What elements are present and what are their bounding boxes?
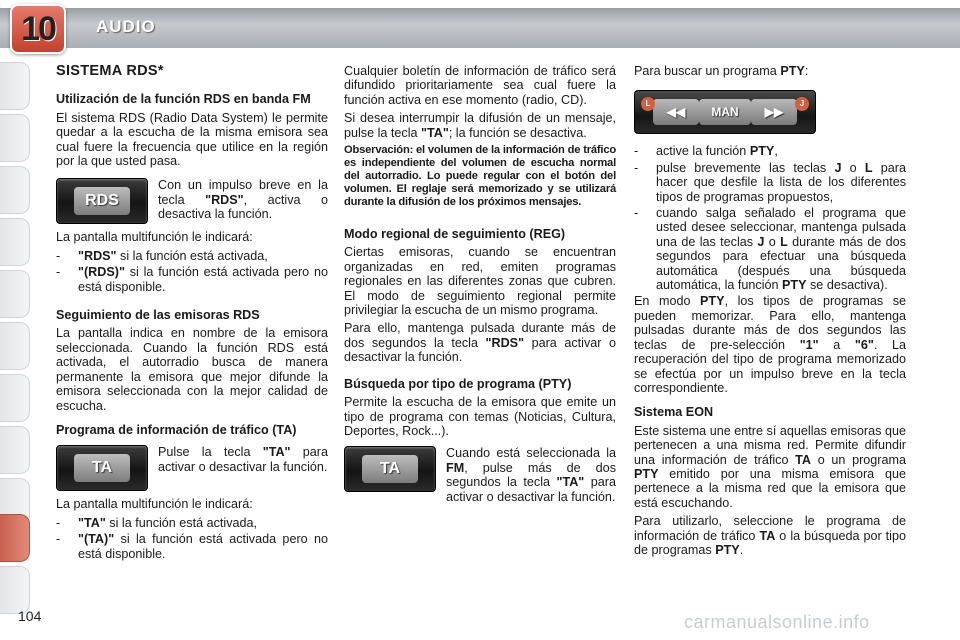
pty-mode-text: En modo PTY, los tipos de programas se pueden memorizar. Para ello, mantenga pulsadas durante más de dos segundos las teclas de pre-selección "1" a "6". La recuperación del tipo de programa memorizado se efectúa por un impulso breve en la tecla correspondiente. — [634, 294, 907, 395]
list-item: - "TA" si la función está activada, — [56, 515, 258, 530]
list-item: - "RDS" si la función está activada, — [56, 248, 268, 263]
chapter-badge — [10, 4, 66, 54]
display-intro-2: La pantalla multifunción le indicará: — [56, 497, 253, 512]
section-title: SISTEMA RDS* — [56, 63, 164, 79]
ta-button-face: TA — [362, 455, 418, 483]
ta-button-image — [56, 445, 148, 491]
list-item: - active la función PTY, — [634, 144, 778, 159]
side-tab[interactable] — [0, 166, 30, 214]
ta-heading: Programa de información de tráfico (TA) — [56, 422, 297, 437]
page-header — [0, 0, 960, 58]
watermark: carmanualsonline.info — [684, 612, 870, 632]
radio-control-panel — [634, 90, 816, 134]
column-3 — [634, 64, 906, 561]
side-tab[interactable] — [0, 322, 30, 370]
column-2 — [344, 64, 616, 510]
chapter-title: AUDIO — [96, 17, 156, 36]
ta-button-text: Pulse la tecla "TA" para activar o desactivar la función. — [158, 445, 328, 474]
reg-text-2: Para ello, mantenga pulsada durante más de dos segundos la tecla "RDS" para activar o desactivar la función. — [344, 321, 616, 365]
side-tab[interactable] — [0, 270, 30, 318]
list-item: - "(TA)" si la función está activada pero no está disponible. — [56, 532, 328, 561]
display-intro-1: La pantalla multifunción le indicará: — [56, 230, 253, 245]
rds-button-text: Con un impulso breve en la tecla "RDS", activa o desactiva la función. — [158, 178, 328, 222]
column-1 — [56, 64, 328, 563]
ta-figure — [56, 445, 328, 491]
side-tab[interactable] — [0, 566, 30, 614]
rds-figure — [56, 178, 328, 224]
list-item: - "(RDS)" si la función está activada pero no está disponible. — [56, 265, 328, 294]
fm-figure — [344, 446, 616, 504]
reg-text: Ciertas emisoras, cuando se encuentran organizadas en red, emiten programas regionales en las diferentes zonas que cubren. El modo de seguimiento regional permite privilegiar la escucha de un mismo programa. — [344, 245, 616, 318]
search-text: Para buscar un programa PTY: — [634, 64, 809, 78]
pty-heading: Búsqueda por tipo de programa (PTY) — [344, 376, 572, 391]
eon-text-2: Para utilizarlo, seleccione le programa de información de tráfico TA o la búsqueda por tipo de programas PTY. — [634, 514, 906, 557]
seek-forward-button[interactable]: ▶▶ — [751, 99, 797, 125]
follow-heading: Seguimiento de las emisoras RDS — [56, 308, 260, 323]
side-tabs — [0, 62, 34, 622]
follow-text: La pantalla indica en nombre de la emisora seleccionada. Cuando la función RDS está activada, el autorradio busca de manera permanente la emisora que mejor difunde la emisora seleccionada con la mejor calidad de escucha. — [56, 326, 328, 413]
rds-use-text: El sistema RDS (Radio Data System) le permite quedar a la escucha de la misma emisora sea cual fuere la frecuencia que utilice en la región por la que usted pasa. — [56, 110, 328, 169]
list-item: - pulse brevemente las teclas J o L para hacer que desfile la lista de los diferentes tipos de programas propuestos, — [634, 160, 906, 204]
side-tab[interactable] — [0, 62, 30, 110]
chapter-number: 10 — [21, 9, 55, 48]
ta-button-image — [344, 446, 436, 492]
rds-button-face: RDS — [74, 187, 130, 215]
badge-j: J — [795, 97, 809, 111]
bulletin-text: Cualquier boletín de información de tráfico será difundido prioritariamente sea cual fuere la función activa en ese momento (radio, CD). — [344, 64, 616, 107]
side-tab[interactable] — [0, 426, 30, 474]
interrupt-text: Si desea interrumpir la difusión de un mensaje, pulse la tecla "TA"; la función se desactiva. — [344, 111, 616, 140]
fm-text: Cuando está seleccionada la FM, pulse más de dos segundos la tecla "TA" para activar o desactivar la función. — [446, 446, 616, 504]
man-button[interactable]: MAN — [699, 99, 751, 125]
list-item: - cuando salga señalado el programa que usted desee seleccionar, mantenga pulsada una de las teclas J o L durante más de dos segundos para efectuar una búsqueda automática (después una búsqueda automática, la función PTY se desactiva). — [634, 206, 906, 293]
eon-text: Este sistema une entre sí aquellas emisoras que pertenecen a una misma red. Permite difundir una información de tráfico TA o un programa PTY emitido por una misma emisora que pertenece a la misma red que la emisora que está escuchando. — [634, 423, 906, 510]
badge-l: L — [641, 97, 655, 111]
page-number: 104 — [18, 608, 42, 624]
rds-button-image — [56, 178, 148, 224]
seek-back-button[interactable]: ◀◀ — [653, 99, 699, 125]
ta-button-face: TA — [74, 454, 130, 482]
volume-note: Observación: el volumen de la información de tráfico es independiente del volumen de escucha normal del autorradio. Lo puede regular con el botón del volumen. El reglaje será memorizado y se utilizará durante la difusión de los próximos mensajes. — [344, 144, 616, 209]
pty-text: Permite la escucha de la emisora que emite un tipo de programa con temas (Noticias, Cultura, Deportes, Rock...). — [344, 395, 616, 438]
reg-heading: Modo regional de seguimiento (REG) — [344, 227, 566, 242]
eon-heading: Sistema EON — [634, 405, 714, 420]
rds-use-heading: Utilización de la función RDS en banda FM — [56, 92, 311, 107]
side-tab[interactable] — [0, 374, 30, 422]
side-tab[interactable] — [0, 114, 30, 162]
side-tab[interactable] — [0, 218, 30, 266]
side-tab-active[interactable] — [0, 514, 30, 562]
